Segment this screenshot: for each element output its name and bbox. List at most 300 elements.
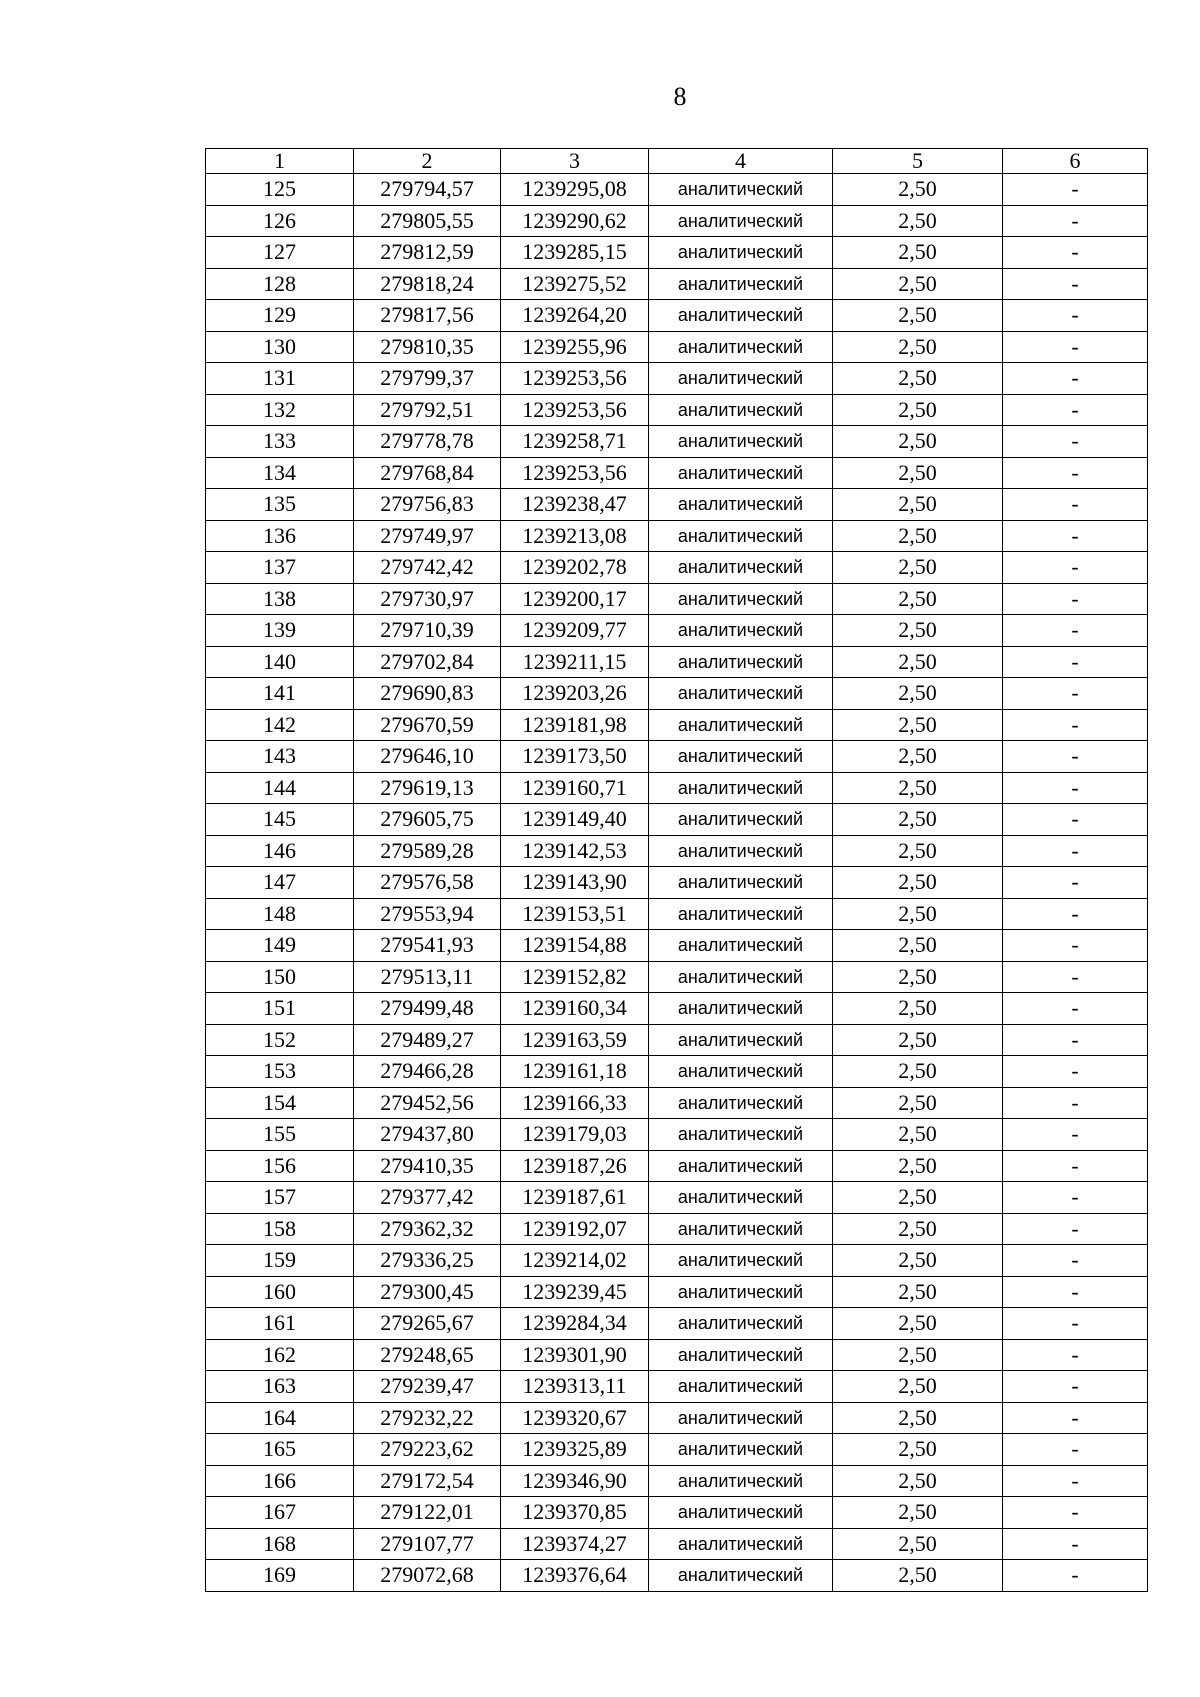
point-number-cell: 161 xyxy=(206,1308,354,1340)
method-cell: аналитический xyxy=(649,489,833,521)
note-cell: - xyxy=(1003,1339,1148,1371)
y-coordinate-cell: 1239239,45 xyxy=(501,1276,649,1308)
method-cell: аналитический xyxy=(649,646,833,678)
note-cell: - xyxy=(1003,1119,1148,1151)
note-cell: - xyxy=(1003,583,1148,615)
note-cell: - xyxy=(1003,457,1148,489)
note-cell: - xyxy=(1003,1497,1148,1529)
point-number-cell: 137 xyxy=(206,552,354,584)
x-coordinate-cell: 279300,45 xyxy=(354,1276,501,1308)
method-cell: аналитический xyxy=(649,835,833,867)
point-number-cell: 159 xyxy=(206,1245,354,1277)
x-coordinate-cell: 279589,28 xyxy=(354,835,501,867)
point-number-cell: 149 xyxy=(206,930,354,962)
y-coordinate-cell: 1239376,64 xyxy=(501,1560,649,1592)
note-cell: - xyxy=(1003,426,1148,458)
table-row xyxy=(206,1056,1148,1088)
x-coordinate-cell: 279799,37 xyxy=(354,363,501,395)
point-number-cell: 132 xyxy=(206,394,354,426)
coordinates-table xyxy=(205,148,1148,1592)
page-number: 8 xyxy=(673,82,687,111)
accuracy-cell: 2,50 xyxy=(833,1528,1003,1560)
accuracy-cell: 2,50 xyxy=(833,930,1003,962)
column-header-4: 4 xyxy=(649,149,833,174)
note-cell: - xyxy=(1003,993,1148,1025)
x-coordinate-cell: 279812,59 xyxy=(354,237,501,269)
y-coordinate-cell: 1239200,17 xyxy=(501,583,649,615)
y-coordinate-cell: 1239374,27 xyxy=(501,1528,649,1560)
note-cell: - xyxy=(1003,205,1148,237)
x-coordinate-cell: 279768,84 xyxy=(354,457,501,489)
accuracy-cell: 2,50 xyxy=(833,1402,1003,1434)
y-coordinate-cell: 1239179,03 xyxy=(501,1119,649,1151)
x-coordinate-cell: 279452,56 xyxy=(354,1087,501,1119)
method-cell: аналитический xyxy=(649,1087,833,1119)
accuracy-cell: 2,50 xyxy=(833,615,1003,647)
table-row xyxy=(206,1150,1148,1182)
point-number-cell: 160 xyxy=(206,1276,354,1308)
point-number-cell: 139 xyxy=(206,615,354,647)
x-coordinate-cell: 279670,59 xyxy=(354,709,501,741)
point-number-cell: 134 xyxy=(206,457,354,489)
table-row xyxy=(206,1339,1148,1371)
y-coordinate-cell: 1239166,33 xyxy=(501,1087,649,1119)
y-coordinate-cell: 1239346,90 xyxy=(501,1465,649,1497)
accuracy-cell: 2,50 xyxy=(833,1560,1003,1592)
table-row xyxy=(206,1182,1148,1214)
table-header xyxy=(206,149,1148,174)
accuracy-cell: 2,50 xyxy=(833,489,1003,521)
note-cell: - xyxy=(1003,1213,1148,1245)
table-row xyxy=(206,1024,1148,1056)
method-cell: аналитический xyxy=(649,1528,833,1560)
accuracy-cell: 2,50 xyxy=(833,426,1003,458)
x-coordinate-cell: 279792,51 xyxy=(354,394,501,426)
x-coordinate-cell: 279466,28 xyxy=(354,1056,501,1088)
table-row xyxy=(206,237,1148,269)
x-coordinate-cell: 279336,25 xyxy=(354,1245,501,1277)
note-cell: - xyxy=(1003,898,1148,930)
table-row xyxy=(206,394,1148,426)
x-coordinate-cell: 279756,83 xyxy=(354,489,501,521)
point-number-cell: 166 xyxy=(206,1465,354,1497)
table-row xyxy=(206,205,1148,237)
point-number-cell: 163 xyxy=(206,1371,354,1403)
x-coordinate-cell: 279377,42 xyxy=(354,1182,501,1214)
note-cell: - xyxy=(1003,867,1148,899)
accuracy-cell: 2,50 xyxy=(833,300,1003,332)
method-cell: аналитический xyxy=(649,583,833,615)
y-coordinate-cell: 1239253,56 xyxy=(501,394,649,426)
table-row xyxy=(206,268,1148,300)
y-coordinate-cell: 1239214,02 xyxy=(501,1245,649,1277)
note-cell: - xyxy=(1003,268,1148,300)
table-row xyxy=(206,804,1148,836)
note-cell: - xyxy=(1003,741,1148,773)
accuracy-cell: 2,50 xyxy=(833,1497,1003,1529)
accuracy-cell: 2,50 xyxy=(833,552,1003,584)
note-cell: - xyxy=(1003,1371,1148,1403)
table-row xyxy=(206,709,1148,741)
y-coordinate-cell: 1239320,67 xyxy=(501,1402,649,1434)
accuracy-cell: 2,50 xyxy=(833,709,1003,741)
method-cell: аналитический xyxy=(649,237,833,269)
method-cell: аналитический xyxy=(649,678,833,710)
y-coordinate-cell: 1239149,40 xyxy=(501,804,649,836)
point-number-cell: 151 xyxy=(206,993,354,1025)
table-row xyxy=(206,583,1148,615)
column-header-5: 5 xyxy=(833,149,1003,174)
method-cell: аналитический xyxy=(649,1119,833,1151)
x-coordinate-cell: 279818,24 xyxy=(354,268,501,300)
accuracy-cell: 2,50 xyxy=(833,237,1003,269)
table-row xyxy=(206,867,1148,899)
x-coordinate-cell: 279778,78 xyxy=(354,426,501,458)
x-coordinate-cell: 279710,39 xyxy=(354,615,501,647)
y-coordinate-cell: 1239161,18 xyxy=(501,1056,649,1088)
note-cell: - xyxy=(1003,1087,1148,1119)
table-row xyxy=(206,457,1148,489)
point-number-cell: 157 xyxy=(206,1182,354,1214)
y-coordinate-cell: 1239255,96 xyxy=(501,331,649,363)
method-cell: аналитический xyxy=(649,174,833,206)
y-coordinate-cell: 1239154,88 xyxy=(501,930,649,962)
x-coordinate-cell: 279172,54 xyxy=(354,1465,501,1497)
x-coordinate-cell: 279122,01 xyxy=(354,1497,501,1529)
table-row xyxy=(206,426,1148,458)
table-row xyxy=(206,1371,1148,1403)
point-number-cell: 144 xyxy=(206,772,354,804)
y-coordinate-cell: 1239202,78 xyxy=(501,552,649,584)
point-number-cell: 135 xyxy=(206,489,354,521)
method-cell: аналитический xyxy=(649,898,833,930)
point-number-cell: 143 xyxy=(206,741,354,773)
note-cell: - xyxy=(1003,1245,1148,1277)
y-coordinate-cell: 1239142,53 xyxy=(501,835,649,867)
table-row xyxy=(206,363,1148,395)
point-number-cell: 165 xyxy=(206,1434,354,1466)
x-coordinate-cell: 279513,11 xyxy=(354,961,501,993)
note-cell: - xyxy=(1003,615,1148,647)
method-cell: аналитический xyxy=(649,300,833,332)
accuracy-cell: 2,50 xyxy=(833,772,1003,804)
point-number-cell: 133 xyxy=(206,426,354,458)
method-cell: аналитический xyxy=(649,1371,833,1403)
accuracy-cell: 2,50 xyxy=(833,1119,1003,1151)
note-cell: - xyxy=(1003,961,1148,993)
note-cell: - xyxy=(1003,1402,1148,1434)
note-cell: - xyxy=(1003,331,1148,363)
accuracy-cell: 2,50 xyxy=(833,363,1003,395)
x-coordinate-cell: 279805,55 xyxy=(354,205,501,237)
accuracy-cell: 2,50 xyxy=(833,804,1003,836)
point-number-cell: 142 xyxy=(206,709,354,741)
table-row xyxy=(206,930,1148,962)
point-number-cell: 128 xyxy=(206,268,354,300)
point-number-cell: 147 xyxy=(206,867,354,899)
x-coordinate-cell: 279541,93 xyxy=(354,930,501,962)
method-cell: аналитический xyxy=(649,1402,833,1434)
note-cell: - xyxy=(1003,678,1148,710)
method-cell: аналитический xyxy=(649,1182,833,1214)
point-number-cell: 164 xyxy=(206,1402,354,1434)
accuracy-cell: 2,50 xyxy=(833,867,1003,899)
y-coordinate-cell: 1239275,52 xyxy=(501,268,649,300)
y-coordinate-cell: 1239160,34 xyxy=(501,993,649,1025)
note-cell: - xyxy=(1003,1560,1148,1592)
note-cell: - xyxy=(1003,930,1148,962)
x-coordinate-cell: 279489,27 xyxy=(354,1024,501,1056)
method-cell: аналитический xyxy=(649,993,833,1025)
table-row xyxy=(206,1434,1148,1466)
x-coordinate-cell: 279265,67 xyxy=(354,1308,501,1340)
x-coordinate-cell: 279605,75 xyxy=(354,804,501,836)
x-coordinate-cell: 279072,68 xyxy=(354,1560,501,1592)
method-cell: аналитический xyxy=(649,741,833,773)
y-coordinate-cell: 1239284,34 xyxy=(501,1308,649,1340)
note-cell: - xyxy=(1003,1465,1148,1497)
accuracy-cell: 2,50 xyxy=(833,268,1003,300)
y-coordinate-cell: 1239181,98 xyxy=(501,709,649,741)
method-cell: аналитический xyxy=(649,426,833,458)
table-row xyxy=(206,331,1148,363)
method-cell: аналитический xyxy=(649,363,833,395)
method-cell: аналитический xyxy=(649,1560,833,1592)
point-number-cell: 155 xyxy=(206,1119,354,1151)
table-row xyxy=(206,615,1148,647)
method-cell: аналитический xyxy=(649,1497,833,1529)
point-number-cell: 126 xyxy=(206,205,354,237)
column-header-3: 3 xyxy=(501,149,649,174)
header-row xyxy=(206,149,1148,174)
point-number-cell: 145 xyxy=(206,804,354,836)
y-coordinate-cell: 1239163,59 xyxy=(501,1024,649,1056)
y-coordinate-cell: 1239213,08 xyxy=(501,520,649,552)
note-cell: - xyxy=(1003,1150,1148,1182)
x-coordinate-cell: 279817,56 xyxy=(354,300,501,332)
table-row xyxy=(206,741,1148,773)
note-cell: - xyxy=(1003,1434,1148,1466)
accuracy-cell: 2,50 xyxy=(833,394,1003,426)
point-number-cell: 156 xyxy=(206,1150,354,1182)
accuracy-cell: 2,50 xyxy=(833,898,1003,930)
y-coordinate-cell: 1239187,26 xyxy=(501,1150,649,1182)
method-cell: аналитический xyxy=(649,1276,833,1308)
method-cell: аналитический xyxy=(649,709,833,741)
accuracy-cell: 2,50 xyxy=(833,583,1003,615)
table-row xyxy=(206,1119,1148,1151)
accuracy-cell: 2,50 xyxy=(833,835,1003,867)
point-number-cell: 162 xyxy=(206,1339,354,1371)
note-cell: - xyxy=(1003,394,1148,426)
note-cell: - xyxy=(1003,1024,1148,1056)
x-coordinate-cell: 279499,48 xyxy=(354,993,501,1025)
note-cell: - xyxy=(1003,646,1148,678)
table-row xyxy=(206,552,1148,584)
method-cell: аналитический xyxy=(649,552,833,584)
x-coordinate-cell: 279730,97 xyxy=(354,583,501,615)
point-number-cell: 136 xyxy=(206,520,354,552)
x-coordinate-cell: 279576,58 xyxy=(354,867,501,899)
method-cell: аналитический xyxy=(649,457,833,489)
table-row xyxy=(206,300,1148,332)
table-row xyxy=(206,1276,1148,1308)
table-row xyxy=(206,1528,1148,1560)
y-coordinate-cell: 1239290,62 xyxy=(501,205,649,237)
note-cell: - xyxy=(1003,709,1148,741)
method-cell: аналитический xyxy=(649,1213,833,1245)
table-row xyxy=(206,1213,1148,1245)
y-coordinate-cell: 1239211,15 xyxy=(501,646,649,678)
method-cell: аналитический xyxy=(649,1245,833,1277)
y-coordinate-cell: 1239173,50 xyxy=(501,741,649,773)
point-number-cell: 130 xyxy=(206,331,354,363)
x-coordinate-cell: 279646,10 xyxy=(354,741,501,773)
y-coordinate-cell: 1239264,20 xyxy=(501,300,649,332)
accuracy-cell: 2,50 xyxy=(833,1150,1003,1182)
method-cell: аналитический xyxy=(649,1339,833,1371)
note-cell: - xyxy=(1003,804,1148,836)
y-coordinate-cell: 1239325,89 xyxy=(501,1434,649,1466)
accuracy-cell: 2,50 xyxy=(833,1371,1003,1403)
column-header-6: 6 xyxy=(1003,149,1148,174)
x-coordinate-cell: 279553,94 xyxy=(354,898,501,930)
point-number-cell: 146 xyxy=(206,835,354,867)
method-cell: аналитический xyxy=(649,520,833,552)
y-coordinate-cell: 1239152,82 xyxy=(501,961,649,993)
point-number-cell: 158 xyxy=(206,1213,354,1245)
y-coordinate-cell: 1239143,90 xyxy=(501,867,649,899)
table-row xyxy=(206,174,1148,206)
y-coordinate-cell: 1239301,90 xyxy=(501,1339,649,1371)
table-row xyxy=(206,1308,1148,1340)
y-coordinate-cell: 1239203,26 xyxy=(501,678,649,710)
x-coordinate-cell: 279248,65 xyxy=(354,1339,501,1371)
table-row xyxy=(206,1560,1148,1592)
method-cell: аналитический xyxy=(649,1024,833,1056)
table-row xyxy=(206,1402,1148,1434)
accuracy-cell: 2,50 xyxy=(833,1087,1003,1119)
y-coordinate-cell: 1239295,08 xyxy=(501,174,649,206)
x-coordinate-cell: 279810,35 xyxy=(354,331,501,363)
y-coordinate-cell: 1239192,07 xyxy=(501,1213,649,1245)
x-coordinate-cell: 279410,35 xyxy=(354,1150,501,1182)
y-coordinate-cell: 1239153,51 xyxy=(501,898,649,930)
accuracy-cell: 2,50 xyxy=(833,1245,1003,1277)
point-number-cell: 131 xyxy=(206,363,354,395)
y-coordinate-cell: 1239238,47 xyxy=(501,489,649,521)
accuracy-cell: 2,50 xyxy=(833,1434,1003,1466)
method-cell: аналитический xyxy=(649,331,833,363)
accuracy-cell: 2,50 xyxy=(833,1276,1003,1308)
method-cell: аналитический xyxy=(649,268,833,300)
table-row xyxy=(206,772,1148,804)
method-cell: аналитический xyxy=(649,1465,833,1497)
note-cell: - xyxy=(1003,835,1148,867)
x-coordinate-cell: 279437,80 xyxy=(354,1119,501,1151)
x-coordinate-cell: 279794,57 xyxy=(354,174,501,206)
accuracy-cell: 2,50 xyxy=(833,961,1003,993)
x-coordinate-cell: 279239,47 xyxy=(354,1371,501,1403)
note-cell: - xyxy=(1003,174,1148,206)
accuracy-cell: 2,50 xyxy=(833,741,1003,773)
table-row xyxy=(206,961,1148,993)
method-cell: аналитический xyxy=(649,772,833,804)
table-body xyxy=(206,174,1148,1592)
x-coordinate-cell: 279223,62 xyxy=(354,1434,501,1466)
x-coordinate-cell: 279749,97 xyxy=(354,520,501,552)
table-row xyxy=(206,993,1148,1025)
table-row xyxy=(206,1465,1148,1497)
accuracy-cell: 2,50 xyxy=(833,1024,1003,1056)
note-cell: - xyxy=(1003,237,1148,269)
method-cell: аналитический xyxy=(649,394,833,426)
note-cell: - xyxy=(1003,1182,1148,1214)
table-row xyxy=(206,646,1148,678)
column-header-1: 1 xyxy=(206,149,354,174)
y-coordinate-cell: 1239285,15 xyxy=(501,237,649,269)
accuracy-cell: 2,50 xyxy=(833,993,1003,1025)
accuracy-cell: 2,50 xyxy=(833,1182,1003,1214)
point-number-cell: 138 xyxy=(206,583,354,615)
column-header-2: 2 xyxy=(354,149,501,174)
x-coordinate-cell: 279690,83 xyxy=(354,678,501,710)
note-cell: - xyxy=(1003,1528,1148,1560)
method-cell: аналитический xyxy=(649,1434,833,1466)
accuracy-cell: 2,50 xyxy=(833,331,1003,363)
method-cell: аналитический xyxy=(649,205,833,237)
point-number-cell: 152 xyxy=(206,1024,354,1056)
point-number-cell: 127 xyxy=(206,237,354,269)
table-row xyxy=(206,678,1148,710)
accuracy-cell: 2,50 xyxy=(833,174,1003,206)
x-coordinate-cell: 279619,13 xyxy=(354,772,501,804)
y-coordinate-cell: 1239313,11 xyxy=(501,1371,649,1403)
accuracy-cell: 2,50 xyxy=(833,678,1003,710)
note-cell: - xyxy=(1003,1276,1148,1308)
accuracy-cell: 2,50 xyxy=(833,646,1003,678)
point-number-cell: 154 xyxy=(206,1087,354,1119)
method-cell: аналитический xyxy=(649,615,833,647)
table-row xyxy=(206,489,1148,521)
point-number-cell: 141 xyxy=(206,678,354,710)
x-coordinate-cell: 279107,77 xyxy=(354,1528,501,1560)
point-number-cell: 150 xyxy=(206,961,354,993)
point-number-cell: 169 xyxy=(206,1560,354,1592)
y-coordinate-cell: 1239253,56 xyxy=(501,457,649,489)
point-number-cell: 148 xyxy=(206,898,354,930)
method-cell: аналитический xyxy=(649,804,833,836)
method-cell: аналитический xyxy=(649,1056,833,1088)
y-coordinate-cell: 1239253,56 xyxy=(501,363,649,395)
accuracy-cell: 2,50 xyxy=(833,1213,1003,1245)
point-number-cell: 168 xyxy=(206,1528,354,1560)
table-row xyxy=(206,835,1148,867)
method-cell: аналитический xyxy=(649,930,833,962)
method-cell: аналитический xyxy=(649,1150,833,1182)
point-number-cell: 140 xyxy=(206,646,354,678)
note-cell: - xyxy=(1003,552,1148,584)
y-coordinate-cell: 1239209,77 xyxy=(501,615,649,647)
x-coordinate-cell: 279362,32 xyxy=(354,1213,501,1245)
table-row xyxy=(206,898,1148,930)
table-row xyxy=(206,1497,1148,1529)
y-coordinate-cell: 1239370,85 xyxy=(501,1497,649,1529)
point-number-cell: 129 xyxy=(206,300,354,332)
note-cell: - xyxy=(1003,300,1148,332)
accuracy-cell: 2,50 xyxy=(833,1465,1003,1497)
point-number-cell: 125 xyxy=(206,174,354,206)
